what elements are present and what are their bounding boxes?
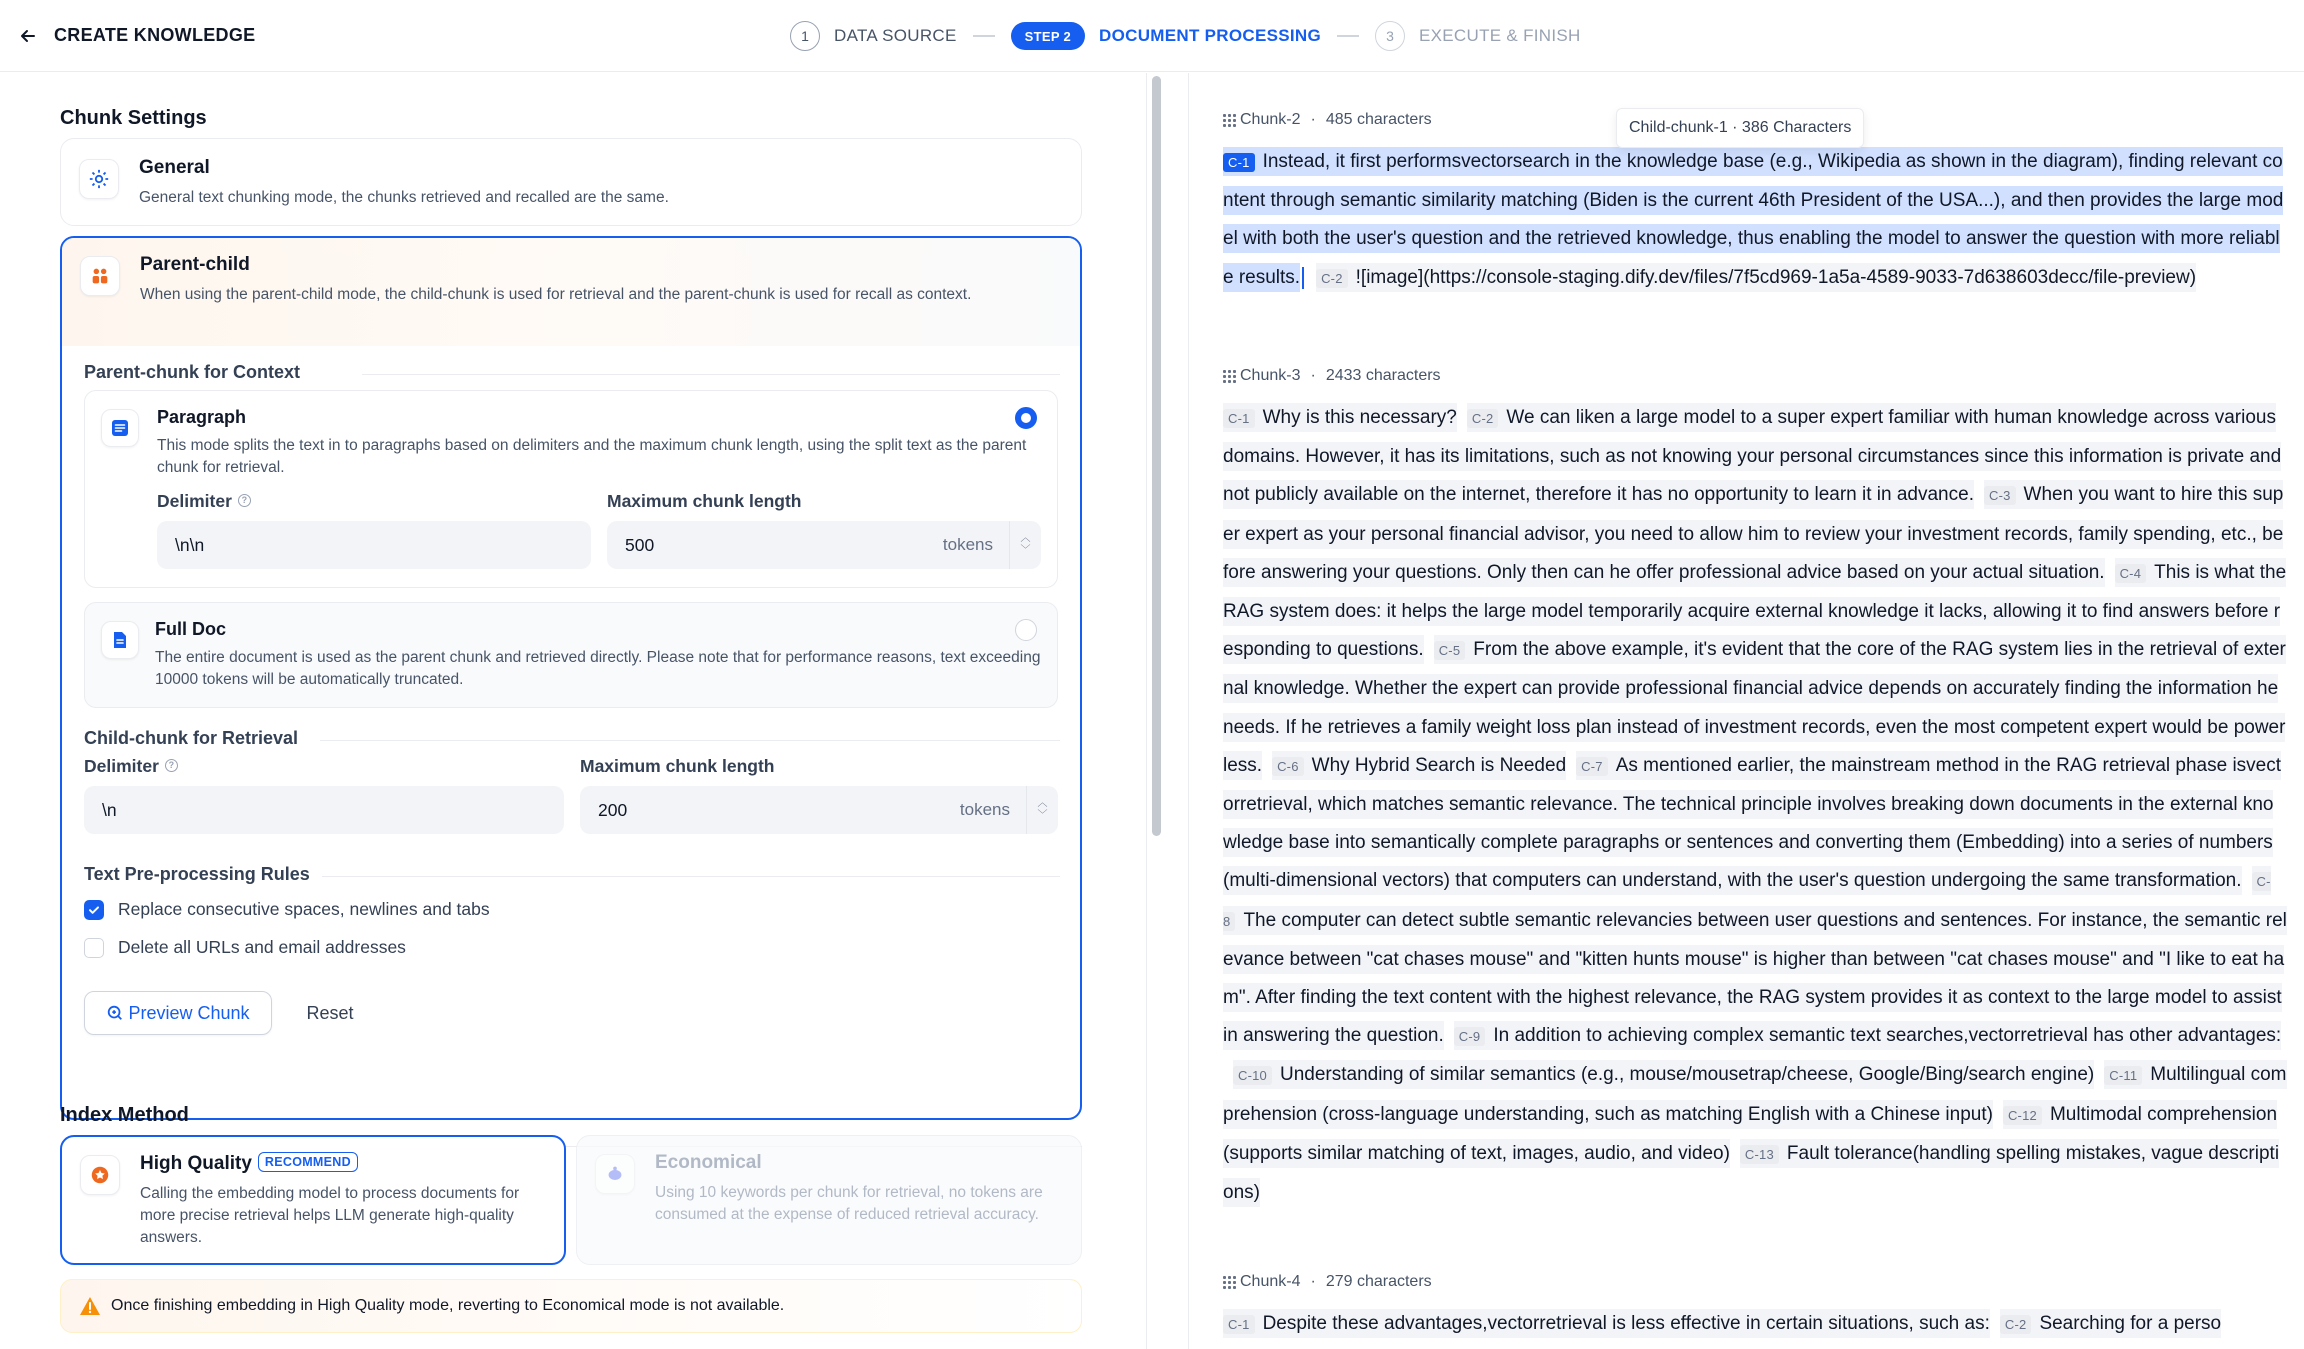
child-chunk-tag: C-9 — [1454, 1027, 1486, 1046]
chevron-up-icon[interactable]: ︿ — [1020, 533, 1031, 544]
child-chunk-text: Multilingual comprehension (cross-language understanding, such as matching English with a Chinese input) — [1223, 1064, 2287, 1125]
fulldoc-icon-box — [101, 621, 139, 659]
child-chunk-section-title: Child-chunk for Retrieval — [84, 728, 299, 748]
recommend-badge: RECOMMEND — [258, 1152, 358, 1172]
child-chunk-tag: C-2 — [1467, 409, 1499, 428]
economical-option[interactable] — [576, 1135, 1082, 1265]
section-divider — [322, 876, 1060, 877]
child-delimiter-label-text: Delimiter — [84, 756, 159, 776]
chunk-content — [1223, 399, 2287, 1212]
child-chunk-text: Instead, it first performsvectorsearch in the knowledge base (e.g., Wikipedia as shown in the diagram), finding relevant content through semantic similarity matching (Biden is the current 46th President of the USA...), and then provides the large model with both the user's question and the retrieved knowledge, thus enabling the model to answer the question with more reliable results. — [1223, 151, 2284, 288]
chunk-settings-title: Chunk Settings — [60, 107, 207, 129]
step-1-label: DATA SOURCE — [834, 26, 957, 45]
child-chunk-tag: C-4 — [2115, 564, 2147, 583]
preview-chunk-button[interactable] — [84, 991, 272, 1035]
page-title: CREATE KNOWLEDGE — [54, 25, 256, 45]
child-delimiter-label — [84, 756, 178, 777]
child-chunk-tag: C-2 — [2000, 1315, 2032, 1334]
panel-divider — [1146, 73, 1147, 1349]
document-icon — [110, 630, 130, 650]
chunk-char-count: 485 characters — [1325, 111, 1432, 128]
star-badge-icon — [89, 1164, 111, 1186]
delete-urls-label[interactable]: Delete all URLs and email addresses — [118, 937, 406, 957]
chunk-preview-panel — [1188, 73, 2304, 1349]
chunk-name: Chunk-2 — [1240, 111, 1301, 128]
paragraph-option[interactable] — [84, 390, 1058, 588]
warning-icon — [79, 1296, 101, 1316]
child-chunk-text: ![image](https://console-staging.dify.dev/files/7f5cd969-1a5a-4589-9033-7d6386​0​3decc/file-preview) — [1355, 266, 2197, 288]
replace-spaces-label[interactable]: Replace consecutive spaces, newlines and tabs — [118, 899, 490, 919]
left-scrollbar-thumb[interactable] — [1152, 76, 1161, 836]
child-max-length-unit: tokens — [959, 800, 1010, 819]
parent-child-icon-box — [80, 256, 120, 296]
fulldoc-desc: The entire document is used as the parent chunk and retrieved directly. Please note that for performance reasons, text exceeding 10000 tokens will be automatically truncated. — [155, 649, 1041, 688]
chunk-header — [1223, 1273, 1432, 1291]
index-warning-text: Once finishing embedding in High Quality mode, reverting to Economical mode is not available. — [111, 1297, 785, 1314]
general-desc: General text chunking mode, the chunks retrieved and recalled are the same. — [139, 189, 669, 206]
child-chunk-tag: C-7 — [1576, 757, 1608, 776]
child-chunk-tag: C-6 — [1272, 757, 1304, 776]
chunk-name: Chunk-3 — [1240, 367, 1301, 384]
high-quality-desc: Calling the embedding model to process documents for more precise retrieval helps LLM generate high-quality answers. — [140, 1185, 520, 1246]
paragraph-title: Paragraph — [157, 407, 247, 427]
gear-icon — [88, 168, 110, 190]
child-chunk-tag: C-13 — [1740, 1145, 1779, 1164]
high-quality-icon-box — [80, 1155, 120, 1195]
section-divider — [362, 374, 1060, 375]
economical-title: Economical — [655, 1152, 762, 1173]
step-2-pill: STEP 2 — [1011, 22, 1085, 50]
child-chunk-tag: C-12 — [2003, 1106, 2042, 1125]
general-mode-card[interactable] — [60, 138, 1082, 226]
chunk-header — [1223, 367, 1441, 385]
parent-delimiter-label — [157, 491, 251, 512]
chunk-content — [1223, 143, 2287, 298]
step-separator — [1337, 35, 1359, 37]
child-chunk-tag: C-5 — [1434, 641, 1466, 660]
separator-dot: · — [1310, 111, 1316, 128]
child-chunk-tag: C-8 — [1223, 874, 2271, 929]
step-3-label: EXECUTE & FINISH — [1419, 26, 1581, 45]
child-chunk-text: Why Hybrid Search is Needed — [1311, 754, 1567, 776]
back-button[interactable] — [14, 22, 42, 50]
fulldoc-option[interactable] — [84, 602, 1058, 708]
reset-button[interactable]: Reset — [306, 1002, 354, 1023]
top-header — [0, 0, 2304, 72]
child-chunk-segment[interactable] — [1233, 1060, 2094, 1089]
child-chunk-text: From the above example, it's evident that the core of the RAG system lies in the retrieval of external knowledge. Whether the expert can provide professional financial advice depends on accurately finding the information he needs. If he retrieves a family weight loss plan instead of investment records, even the most competent expert would be powerless. — [1223, 639, 2286, 776]
step-1-number: 1 — [790, 21, 820, 51]
child-chunk-text: Multimodal comprehension (supports similar matching of text, images, audio, and video) — [1223, 1103, 2278, 1164]
child-chunk-tag: C-1 — [1223, 1315, 1255, 1334]
child-chunk-text: When you want to hire this super expert as your personal financial advisor, you need to allow him to review your investment records, family spending, etc., before answering your questions. Only then can he offer professional advice based on your actual situation. — [1223, 484, 2284, 583]
high-quality-option[interactable] — [60, 1135, 566, 1265]
child-chunk-text: Despite these advantages,vectorretrieval is less effective in certain situations, such as: — [1262, 1313, 1990, 1334]
parent-chunk-section-title: Parent-chunk for Context — [84, 362, 301, 382]
child-chunk-text: As mentioned earlier, the mainstream method in the RAG retrieval phase isvectorretrieval, which matches semantic relevance. The technical principle involves breaking down documents in the external knowledge base into semantically complete paragraphs or sentences and converting them (Embedding) into a series of numbers (multi-dimensional vectors) that computers can understand, with the user's question undergoing the same transformation. — [1223, 754, 2282, 892]
child-chunk-tag: C-11 — [2104, 1066, 2142, 1085]
parent-delimiter-input[interactable] — [157, 521, 591, 569]
chunk-char-count: 279 characters — [1325, 1273, 1432, 1290]
child-chunk-text: Fault tolerance(handling spelling mistakes, vague descriptions) — [1223, 1142, 2280, 1204]
child-chunk-tag: C-1 — [1223, 153, 1255, 172]
step-separator — [973, 35, 995, 37]
chunk-content — [1223, 1305, 2287, 1344]
paragraph-icon-box — [101, 409, 139, 447]
parent-child-desc: When using the parent-child mode, the child-chunk is used for retrieval and the parent-chunk is used for recall as context. — [140, 286, 972, 303]
index-method-title: Index Method — [60, 1104, 189, 1126]
economical-desc: Using 10 keywords per chunk for retrieval, no tokens are consumed at the expense of reduced retrieval accuracy. — [655, 1184, 1043, 1223]
search-icon — [106, 1004, 124, 1022]
paragraph-icon — [110, 418, 130, 438]
grid-dots-icon — [1223, 1276, 1236, 1289]
high-quality-title-text: High Quality — [140, 1153, 252, 1174]
child-chunk-segment[interactable] — [1223, 1309, 1990, 1338]
child-chunk-text: We can liken a large model to a super expert familiar with human knowledge across various domains. However, it has its limitations, such as not knowing your personal circumstances since this information is private and not publicly available on the internet, therefore it has no opportunity to learn it in advance. — [1223, 407, 2282, 506]
separator-dot: · — [1310, 1273, 1316, 1290]
settings-panel — [0, 73, 1146, 1349]
parent-child-mode-card[interactable] — [60, 236, 1082, 1120]
child-chunk-text: The computer can detect subtle semantic relevancies between user questions and sentences. For instance, the semantic relevance between "cat chases mouse" and "kitten hunts mouse" is higher than between "cat chases mouse" and "I like to eat ham". After finding the text content with the highest relevance, the RAG system provides it as context to the large model to assist in answering the question. — [1223, 909, 2287, 1047]
parent-child-icon — [89, 265, 111, 287]
paragraph-desc: This mode splits the text in to paragraphs based on delimiters and the maximum chunk length, using the split text as the parent chunk for retrieval. — [157, 437, 1027, 476]
parent-max-length-input[interactable] — [607, 521, 1041, 569]
index-warning — [60, 1279, 1082, 1333]
delete-urls-checkbox[interactable] — [84, 938, 104, 958]
step-2-label: DOCUMENT PROCESSING — [1099, 26, 1322, 45]
chunk-header — [1223, 111, 1432, 129]
child-delimiter-value: \n — [102, 799, 117, 820]
child-chunk-segment[interactable] — [1316, 263, 2196, 292]
step-3-number: 3 — [1375, 21, 1405, 51]
parent-child-title: Parent-child — [140, 254, 250, 275]
fulldoc-radio[interactable] — [1015, 619, 1037, 641]
parent-max-length-label: Maximum chunk length — [607, 491, 802, 511]
grid-dots-icon — [1223, 114, 1236, 127]
child-chunk-tag: C-2 — [1316, 269, 1348, 288]
child-chunk-text: Why is this necessary? — [1262, 407, 1457, 428]
child-chunk-tag: C-3 — [1984, 486, 2016, 505]
separator-dot: · — [1310, 367, 1316, 384]
child-max-length-value: 200 — [598, 799, 628, 820]
paragraph-radio[interactable] — [1015, 407, 1037, 429]
child-chunk-tooltip: Child-chunk-1 · 386 Characters — [1616, 108, 1864, 148]
child-chunk-segment[interactable] — [1272, 751, 1566, 780]
chevron-down-icon[interactable]: ﹀ — [1037, 810, 1048, 821]
grid-dots-icon — [1223, 370, 1236, 383]
child-chunk-text: This is what the RAG system does: it helps the large model temporarily acquire external knowledge it lacks, allowing it to find answers before responding to questions. — [1223, 561, 2287, 661]
check-icon — [88, 904, 100, 916]
child-max-length-label: Maximum chunk length — [580, 756, 775, 776]
piggy-bank-icon — [604, 1163, 626, 1185]
parent-delimiter-value: \n\n — [175, 534, 205, 555]
child-max-length-input[interactable] — [580, 786, 1058, 834]
child-chunk-text: In addition to achieving complex semantic text searches,vectorretrieval has other advantages: — [1493, 1025, 2282, 1047]
text-cursor — [1302, 267, 1304, 289]
parent-max-length-unit: tokens — [942, 535, 993, 554]
arrow-left-icon — [19, 27, 37, 45]
general-icon-box — [79, 159, 119, 199]
chunk-char-count: 2433 characters — [1325, 367, 1441, 384]
chevron-down-icon[interactable]: ﹀ — [1020, 545, 1031, 556]
economical-icon-box — [595, 1154, 635, 1194]
section-divider — [320, 740, 1060, 741]
high-quality-title — [140, 1153, 358, 1175]
child-chunk-text: Searching for a perso — [2039, 1313, 2222, 1334]
child-max-length-stepper[interactable] — [1026, 786, 1058, 834]
child-chunk-tag: C-10 — [1233, 1066, 1272, 1085]
child-chunk-segment[interactable] — [2000, 1309, 2221, 1338]
fulldoc-title: Full Doc — [155, 619, 226, 639]
preprocessing-rules-title: Text Pre-processing Rules — [84, 864, 310, 884]
child-chunk-text: Understanding of similar semantics (e.g., mouse/mousetrap/cheese, Google/Bing/search engine) — [1279, 1064, 2095, 1086]
chevron-up-icon[interactable]: ︿ — [1037, 798, 1048, 809]
stepper — [790, 20, 1581, 52]
child-chunk-segment[interactable] — [1223, 403, 1457, 432]
child-chunk-segment[interactable] — [1454, 1021, 2281, 1050]
parent-max-length-value: 500 — [625, 534, 655, 555]
child-chunk-tag: C-1 — [1223, 409, 1255, 428]
child-delimiter-input[interactable] — [84, 786, 564, 834]
info-icon[interactable]: ? — [165, 759, 178, 772]
preview-chunk-label: Preview Chunk — [128, 1002, 250, 1023]
info-icon[interactable]: ? — [238, 494, 251, 507]
chunk-name: Chunk-4 — [1240, 1273, 1301, 1290]
replace-spaces-checkbox[interactable] — [84, 900, 104, 920]
parent-max-length-stepper[interactable] — [1009, 521, 1041, 569]
parent-delimiter-label-text: Delimiter — [157, 491, 232, 511]
general-title: General — [139, 157, 210, 178]
